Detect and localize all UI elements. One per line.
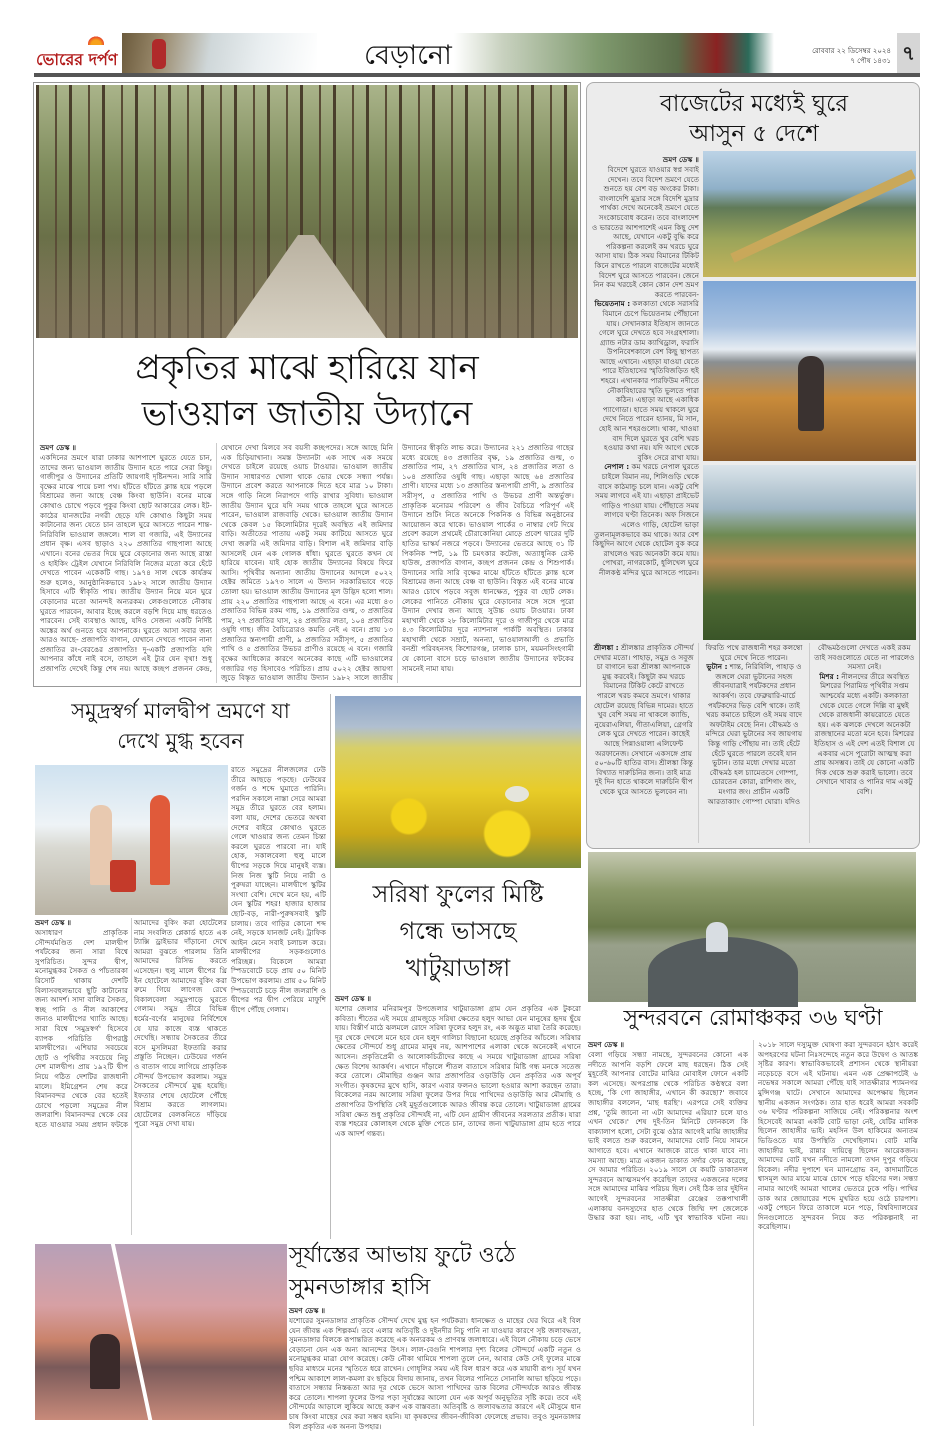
bather-figure	[152, 39, 166, 69]
budget-headline	[587, 89, 921, 149]
story-bhawal	[33, 82, 581, 687]
headline-line: গন্ধে ভাসছে	[399, 917, 517, 945]
date-gregorian: রোববার ২২ ডিসেম্বর ২০২৪	[812, 47, 891, 55]
mountain-traveler-photo	[703, 281, 916, 461]
byline: ভ্রমণ ডেস্ক ॥	[335, 994, 372, 1003]
country-subhead: মিশর :	[819, 671, 840, 681]
page-number-box	[897, 33, 920, 73]
sumondanga-headline	[289, 1240, 581, 1304]
bhawal-body	[40, 443, 574, 683]
segment-text: কম খরচে নেপাল ঘুরতে চাইলে বিমান নয়, শিলিগুড়ি থেকে বাসে কাঠমান্ডু চলে যান। একটু বেশি সময় লাগবে এই যা। এছাড়া প্রাইভেট গাড়িও পাওয়া যায়। পৌঁছাতে সময় লাগবে ঘণ্টা তিনেক। অফ সিজনে এলেও গাড়ি, হোটেল ভাড়া তুলনামূলকভাবে কম থাকে। আর বেশ কিছুদিন আগে থেকে হোটেল বুক করে রাখলেও খরচ অনেকটা কমে যায়। পোখরা, নাগরকোট, ধুলিখেল ঘুরে নীলকণ্ঠ মন্দির ঘুরে আসতে পারেন।	[592, 462, 699, 577]
mustard-headline	[335, 876, 581, 987]
country-subhead: ভুটান :	[706, 662, 728, 672]
column-rule	[330, 694, 331, 1239]
tourist-figure	[150, 795, 170, 885]
bhawal-headline	[34, 345, 580, 437]
segment-text: কলকাতা থেকে সরাসরি বিমানে চেপে ভিয়েতনাম পৌঁছানো যায়। সেখানকার ইতিহাস জানতে গেলে ঘুরে দেখতে হবে সংগ্রহশালা। গ্র্যান্ড নটার ডাম ক্যাথিড্রাল, ফরাসি উপনিবেশকালে বেশ কিছু স্থাপত্য আছে এখানে। এছাড়া যাওয়া যেতে পারে ইতিহাসের স্মৃতিবিজড়িত হুই শহরে। এখানকার পারফিউম নদীতে নৌকাবিহারের স্মৃতি ভুলতে পারা কঠিন। এছাড়া আছে একাধিক প্যাগোডা। হাতে সময় থাকলে ঘুরে দেখে নিতে পারেন হ্যানয়, মি সান, হোই আন শহরগুলো। থাকা, খাওয়া বাদ দিলে ঘুরতে খুব বেশি খরচ হওয়ার কথা নয়। যদি আগে থেকে বুকিং সেরে রাখা যায়।	[598, 299, 699, 462]
segment-text: নীলনদের তীরে অবস্থিত মিশরের পিরামিড পৃথিবীর সপ্তম আশ্চর্যের মধ্যে একটি। কলকাতা থেকে যেতে গেলে দিল্লি বা মুম্বই থেকে রাজধানী কায়রোতে যেতে হয়। এক ঝলকে দেখলে অনেকটা রাজস্থানের মতো মনে হবে। মিশরের ইতিহাস ও এই দেশ এতই বিশাল যে একবার এসে পুরোটা আত্মস্থ করা প্রায় অসম্ভব। তাই যে কোনো একটি দিক থেকে শুরু করাই ভালো। তবে সেখানে খাবার ও পানির দাম একটু বেশি।	[814, 671, 915, 796]
mustard-field-photo	[335, 696, 581, 868]
sundarban-headline: সুন্দরবনে রোমাঞ্চকর ৩৬ ঘণ্টা	[623, 1006, 883, 1031]
headline-line: সূর্যাস্তের আভায় ফুটে ওঠে	[289, 1243, 516, 1268]
body-paragraph: অসাধারণ প্রাকৃতিক সৌন্দর্যমণ্ডিত দেশ মালদ্বীপ পর্যটকের জন্য সারা বিশ্বে সুপরিচিত। সুন্দর দ্বীপ, মনোমুগ্ধকর সৈকত ও পাঁচতারকা রিসোর্ট থাকায় দেশটি বিলাসবহুলভাবে ছুটি কাটানোর জন্য আদর্শ। সাদা বালির সৈকত, স্বচ্ছ পানি ও নীল আকাশের জন্যও মালদ্বীপের খ্যাতি আছে। সারা বিশ্বে 'সমুদ্রস্বর্গ' হিসেবে ব্যাপক পরিচিতি দ্বীপরাষ্ট্র মালদ্বীপের। এশিয়ার সবচেয়ে ছোট ও পৃথিবীর সবচেয়ে নিচু দেশ মালদ্বীপ। প্রায় ১৯২টি দ্বীপ নিয়ে গঠিত দেশটির রাজধানী মালে। ইমিগ্রেশন শেষ করে বিমানবন্দর থেকে বের হতেই চোখে পড়লো সমুদ্রের নীল জলরাশি। বিমানবন্দর থেকে বের হতে যাওয়ার সময় প্রধান ফটকে আমাদের বুকিং করা হোটেলের নাম সংবলিত প্লেকার্ড হাতে এক ট্যাক্সি ড্রাইভার দাঁড়ানো দেখে আমরা বুঝতে পারলাম তিনি আমাদের রিসিভ করতে এসেছেন। হুলু মালে দ্বীপের থ্রি ইন হোটেলে আমাদের বুকিং করা রুমে গিয়ে লাগেজ রেখে বিকালবেলা সমুদ্রপাড়ে ঘুরতে গেলাম। সমুদ্র তীরে বিভিন্ন ধর্মের-বর্ণের মানুষের নির্বিশেষে যে যার কাজে ব্যস্ত থাকতে দেখেছি। সন্ধ্যায় সৈকতের তীরে বসে মুসলিমরা ইফতারি করার প্রস্তুতি নিচ্ছেন। ঢেউয়ের গর্জন ও বাতাস গায়ে লাগিয়ে প্রাকৃতিক সৌন্দর্য উপভোগ করলাম। সমুদ্র সৈকতের সৌন্দর্যে মুগ্ধ হয়েছি। ইফতার শেষে হোটেলে পৌঁছে বিশ্রাম করতে লাগলাম। হোটেলের বেলকনিতে দাঁড়িয়ে পুরো সমুদ্র দেখা যায়।	[35, 918, 227, 1129]
masthead	[34, 33, 920, 77]
headline-line: দেখে মুগ্ধ হবেন	[117, 729, 244, 753]
byline: ভ্রমণ ডেস্ক ॥	[35, 918, 72, 927]
budget-segment	[592, 462, 699, 577]
date-box	[779, 33, 897, 73]
story-budget	[586, 82, 920, 849]
sundarban-boat-photo	[588, 852, 916, 1002]
maldives-tourists-photo	[35, 765, 228, 915]
tourist-figure	[90, 805, 112, 885]
country-subhead: ভিয়েতনাম :	[594, 299, 631, 309]
header-banner-photo-left	[122, 33, 317, 73]
headline-line: সরিষা ফুলের মিষ্টি	[372, 880, 544, 908]
person-arms-open	[90, 1334, 120, 1389]
maldives-headline	[33, 696, 328, 756]
traveler-figure	[798, 356, 824, 431]
header-rule	[34, 73, 920, 77]
headline-line: আসুন ৫ দেশে	[689, 121, 819, 147]
segment-text: শ্রীলঙ্কার প্রাকৃতিক সৌন্দর্য দেখার মতো। পাহাড়, সমুদ্র ও সবুজ চা বাগানে ভরা শ্রীলঙ্কা আপনাকে মুগ্ধ করবেই। কিছুটা কম খরচে বিমানের টিকিট কেটে রাখতে পারলে খরচ কমবে ভ্রমণে। থাকার হোটেল রয়েছে বিভিন্ন দামের। হাতে খুব বেশি সময় না থাকলে ক্যান্ডি, নুয়েরাএলিয়া, গীতাএলিয়া, গ্রেগরি লেক ঘুরে দেখতে পারেন। কাছেই আছে পিন্নাওয়ালা এলিফেন্ট অরফানেজ। সেখানে একসঙ্গে প্রায় ৫০-৬০টি হাতির বাস। শ্রীলঙ্কা কিন্তু বিখ্যাত দারুচিনির জন্য। তাই মাত্র দুই দিন হাতে থাকলে দারুচিনি দ্বীপ থেকে ঘুরে আসতে ভুলবেন না। ফিরতি পথে রাজধানী শহর কলম্বো ঘুরে দেখে নিতে পারেন।	[593, 643, 803, 796]
header-banner-photo-right	[454, 33, 774, 73]
segment-text: বিদেশে ঘুরতে যাওয়ার স্বপ্ন সবাই দেখেন। তবে বিদেশ ভ্রমণে যেতে শুনতে হয় বেশ বড় অংকের টাকা। বাংলাদেশি মুদ্রার সঙ্গে বিদেশি মুদ্রার পার্থক্য দেখে অনেকেই ভ্রমণে যেতে সংকোচবোধ করেন। তবে বাংলাদেশ ও ভারতের আশপাশেই এমন কিছু দেশ আছে, যেখানে একটু বুদ্ধি করে পরিকল্পনা করলেই কম খরচে ঘুরে আসা যায়। ঠিক সময় বিমানের টিকিট কিনে রাখতে পারলে বাজেটের মধ্যেই বিদেশ ঘুরে আসতে পারবেন। জেনে নিন কম খরচেই কোন কোন দেশ ভ্রমণ করতে পারবেন-	[592, 165, 699, 299]
sundarban-body	[588, 1040, 918, 1426]
seated-person	[706, 922, 728, 952]
suitcase	[110, 860, 136, 892]
maldives-side-column	[231, 765, 326, 1235]
story-maldives	[33, 694, 328, 1239]
body-paragraph: যশোর জেলার মনিরামপুর উপজেলার খাটুয়াডাঙ্গা গ্রাম যেন প্রকৃতির এক টুকরো কবিতা। শীতের এই সময়ে গ্রামজুড়ে সরিষা ক্ষেতের হলুদ আভা যেন মানুষের হৃদয় ছুঁয়ে যায়। বিস্তীর্ণ মাঠে ঝলমলে রোদে সরিষা ফুলের হলুদ রং, এক অদ্ভুত মায়া তৈরি করেছে। দূর থেকে দেখলে মনে হবে যেন হলুদ গালিচা বিছানো হয়েছে প্রকৃতির আঁচলে। সরিষার ক্ষেতের সৌন্দর্যে শুধু গ্রামের মানুষ নয়, আশপাশের এলাকা থেকে অনেকেই এখানে আসেন। প্রকৃতিপ্রেমী ও আলোকচিত্রীদের কাছে এ সময়ে খাটুয়াডাঙ্গা গ্রামের সরিষা ক্ষেত বিশেষ আকর্ষণ। এখানে দাঁড়ালে শীতল বাতাসে সরিষার মিষ্টি গন্ধ মনকে সতেজ করে তোলে। মৌমাছির গুঞ্জন আর প্রজাপতির ওড়াউড়ি যেন প্রকৃতির এক অপূর্ব সংগীত। কৃষকদের মুখে হাসি, কারণ এবার ফলনও ভালো হওয়ার আশা করছেন তারা। বিকেলের নরম আলোয় সরিষা ফুলের উপর দিয়ে পাখিদের ওড়াউড়ি আর মৌমাছি ও প্রজাপতির উপস্থিতি সেই মুহূর্তগুলোকে আরও জীবন্ত করে তোলে। খাটুয়াডাঙ্গা গ্রামের সরিষা ক্ষেত শুধু প্রকৃতির সৌন্দর্যই না, এটি যেন গ্রামীণ জীবনের সরলতার প্রতীক। যারা ব্যস্ত শহরের কোলাহল থেকে মুক্তি পেতে চান, তাদের জন্য খাটুয়াডাঙ্গা গ্রাম হতে পারে এক আদর্শ গন্তব্য।	[335, 1004, 581, 1138]
page-number: ৭	[901, 41, 915, 65]
budget-segment	[592, 299, 699, 462]
rock-fortress-photo	[703, 465, 916, 640]
bridge	[730, 169, 915, 263]
forest-road	[226, 235, 386, 338]
headline-line: খাটুয়াডাঙ্গা	[405, 954, 511, 982]
headline-line: ভাওয়াল জাতীয় উদ্যানে	[141, 394, 473, 434]
mustard-body	[335, 994, 581, 1234]
divider-stripe	[111, 1244, 153, 1420]
headline-line: বাজেটের মধ্যেই ঘুরে	[660, 91, 848, 117]
section-title: বেড়ানো	[364, 40, 452, 71]
budget-lead-column	[592, 155, 699, 640]
story-mustard	[335, 694, 581, 1239]
byline: ভ্রমণ ডেস্ক ॥	[40, 443, 77, 452]
budget-bottom-columns	[593, 643, 915, 843]
headline-line: সমুদ্রস্বর্গ মালদ্বীপ ভ্রমণে যা	[71, 699, 290, 723]
body-paragraph: একদিনের ভ্রমণে যারা ঢাকার আশপাশে ঘুরতে যেতে চান, তাদের জন্য ভাওয়াল জাতীয় উদ্যান হতে পারে সেরা কিছু। গাজীপুর ও উদ্যানের প্রতিটি জায়গাই দৃষ্টিনন্দন। সারি সারি বৃক্ষের মাঝে পায়ে চলা পথ। হাঁটতে হাঁটতে ক্লান্ত হয়ে পড়লে বিশ্রামের জন্য আছে বেঞ্চ কিংবা ছাউনি। বনের মাঝে কোথাও চোখে পড়বে পুকুর কিংবা ছোট আকারের লেক। ইট-কাঠের যানজটের নগরী ছেড়ে যদি কোথাও কিছুটা সময় কাটানোর জন্য যেতে চান তাহলে ঘুরে আসতে পারেন শান্ত-নিরিবিলি ভাওয়াল জঙ্গলে। শাল বা গজারি, এই উদ্যানের প্রধান বৃক্ষ। এসব ছাড়াও ২২০ প্রজাতির গাছপালা আছে এখানে। বনের ভেতর দিয়ে ঘুরে বেড়ানোর জন্য আছে রাস্তা ও হাইকিং ট্রেইল যেখানে নিরিবিলি নিজের মতো করে হেঁটে দেখতে পাবেন একেকটি গাছ। ১৯৭৪ সাল থেকে কার্যক্রম শুরু হলেও, আনুষ্ঠানিকভাবে ১৯৮২ সালে জাতীয় উদ্যান হিসাবে এটি স্বীকৃতি পায়। জাতীয় উদ্যান নিয়ে মনে ঘুরে বেড়ানোর মতো আনন্দই অন্যরকম। লেকগুলোতে নৌকায় ঘুরতে পারবেন, আবার ইচ্ছে করলে বড়শি দিয়ে মাছ ধরতেও পারবেন। সেই ব্যবস্থাও আছে, যদিও সেজন্য একটি নির্দিষ্ট অঙ্কের অর্থ গুনতে হবে আপনাকে। ঘুরতে আসা সবার জন্য আরও আছে- প্রজাপতি বাগান, যেখানে দেখতে পাবেন নানা প্রজাতির রং-বেরঙের প্রজাপতি! দু-একটি প্রজাপতি যদি আপনার কাঁধে নাই বসে, তাহলে এই ট্যুর যেন বৃথা! শুধু প্রজাপতি দেখেই কিন্তু শেষ নয়। আছে কচ্ছপ প্রজনন কেন্দ্র, যেখানে দেখা মিলবে সব বয়সী কচ্ছপদের। সঙ্গে আছে মিনি এক চিড়িয়াখানা। সমস্ত উদ্যানটা এক সাথে এক সময়ে দেখতে চাইলে রয়েছে ওয়াচ টাওয়ার। ভাওয়াল জাতীয় উদ্যান সাধারণত খোলা থাকে ভোর থেকে সন্ধ্যা পর্যন্ত। উদ্যানে প্রবেশ করতে আপনাকে দিতে হবে মাত্র ১০ টাকা। সঙ্গে গাড়ি নিলে নিরাপদে গাড়ি রাখার সুবিধা। ভাওয়াল জাতীয় উদ্যান ঘুরে যদি সময় থাকে তাহলে ঘুরে আসতে পারেন, ভাওয়াল রাজবাড়ি থেকে। ভাওয়াল জাতীয় উদ্যান থেকে কেবল ১৫ কিলোমিটার দূরেই অবস্থিত এই জমিদার বাড়ি। অতীতের পাতায় একটু সময় কাটিয়ে আসতে ঘুরে দেখা জরুরি এই জমিদার বাড়ি। বিশাল এই জমিদার বাড়ি আসলেই যেন এক গোলক ধাঁধা। ঘুরতে ঘুরতে কখন যে হারিয়ে যাবেন। যাই হোক জাতীয় উদ্যানের বিষয়ে ফিরে আসি। পৃথিবীর অন্যান্য জাতীয় উদ্যানের আদলে ৫০২২ হেক্টর জমিতে ১৯৭৩ সালে এ উদ্যান সরকারিভাবে গড়ে তোলা হয়। ভাওয়াল জাতীয় উদ্যানের মূল উদ্ভিদ হলো শাল। প্রায় ২২০ প্রজাতির গাছপালা আছে এ বনে। এর মধ্যে ৪৩ প্রজাতির বিভিন্ন রকম গাছ, ১৯ প্রজাতির গুল্ম, ৩ প্রজাতির পাম, ২৭ প্রজাতির ঘাস, ২৪ প্রজাতির লতা, ১০৪ প্রজাতির ওষুধি গাছ। জীব বৈচিত্র্যেরও কমতি নেই এ বনে। প্রায় ১৩ প্রজাতির স্তন্যপায়ী প্রাণী, ৯ প্রজাতির সরীসৃপ, ৫ প্রজাতির পাখি ও ৫ প্রজাতির উভচর প্রাণীও রয়েছে এ বনে। গজারি বৃক্ষের আধিক্যের কারণে অনেকের কাছে এটি ভাওয়ালের গজারির গড় হিসাবেও পরিচিত। প্রায় ৫০২২ হেক্টর জায়গা জুড়ে বিস্তৃত ভাওয়াল জাতীয় উদ্যান ১৯৮২ সালে জাতীয় উদ্যানের স্বীকৃতি লাভ করে। উদ্যানের ২২১ প্রজাতির গাছের মধ্যে রয়েছে ৪৩ প্রজাতির বৃক্ষ, ১৯ প্রজাতির গুল্ম, ৩ প্রজাতির পাম, ২৭ প্রজাতির ঘাস, ২৪ প্রজাতির লতা ও ১০৪ প্রজাতির ওষুধি গাছ। এছাড়া আছে ৬৪ প্রজাতির প্রাণী। যাদের মধ্যে ১৩ প্রজাতির স্তন্যপায়ী প্রাণী, ৯ প্রজাতির সরীসৃপ, ৫ প্রজাতির পাখি ও উভচর প্রাণী অন্তর্ভুক্ত। প্রাকৃতিক মনোরম পরিবেশ ও জীব বৈচিত্রে পরিপূর্ণ এই উদ্যানে শুটিং নিতে অনেকে পিকনিক ও বিভিন্ন অনুষ্ঠানের আয়োজন করে থাকে। ভাওয়াল পার্কের ৩ নাম্বার গেট দিয়ে প্রবেশ করলে প্রথমেই চৌরাকোনিয়া মোড়ে প্রবেশ দ্বারের দুটি হাতির ভাস্কর্য নজরে পড়বে। উদ্যানের ভেতরে আছে ৩১ টি পিকনিক স্পট, ১৯ টি চমৎকার কটেজ, অত্যাধুনিক রেস্ট হাউজ, প্রজাপতি বাগান, কচ্ছপ প্রজনন কেন্দ্র ও শিশুপার্ক। উদ্যানের সারি সারি বৃক্ষের মাঝে হাঁটতে হাঁটতে ক্লান্ত হলে বিশ্রামের জন্য আছে বেঞ্চ বা ছাউনি। বিস্তৃত এই বনের মাঝে আরও চোখে পড়বে সবুজ ধানক্ষেত, পুকুর বা ছোট লেক। লেকের পানিতে নৌকায় ঘুরে বেড়ানোর সঙ্গে সঙ্গে পুরো উদ্যান দেখার জন্য আছে সুউচ্চ ওয়াচ টাওয়ার। ঢাকা মহাখালী থেকে ২৮ কিলোমিটার দূরে ও গাজীপুর থেকে মাত্র ৪.৩ কিলোমিটার দূরে ন্যাশনাল পার্কটি অবস্থিত। ঢাকার মহাখালী থেকে সম্রাট, অনন্যা, ভাওয়ালআলী ও প্রভাতি বনশ্রী পরিবহনসহ কিশোরগঞ্জ, ঢালাক চাস, ময়মনসিংহগামী যে কোনো বাসে চড়ে ভাওয়াল জাতীয় উদ্যানের ফটকের সামনেই নামা যায়।	[40, 443, 574, 683]
body-paragraph: বেলা গড়িয়ে সন্ধ্যা নামছে, সুন্দরবনের কোনো এক নদীতে আপনি বড়শি ফেলে মাছ ধরছেন। ঠিক সেই মুহূর্তেই আপনার বোটের মাঝির মোবাইল ফোনে একটি কল এসেছে। অপরপ্রান্ত থেকে পরিচিত কণ্ঠস্বরে বলা হচ্ছে, 'কি গো জাহাঙ্গীর, এখানে কী করছো?' জবাবে জাহাঙ্গীর বললেন, 'মাছ ধরছি'। এরপরে সেই ব্যক্তির প্রশ্ন, 'তুমি জানো না এটা আমাদের এরিয়া? চলে যাও এখন থেকে।' শেষ দুই-তিন মিনিটে ফোনকলে কি বাক্যালাপ হলো, সেটা বুঝে ওঠার আগেই মাঝি জাহাঙ্গীর ভাই বলতে শুরু করলেন, আমাদের বোট নিয়ে সামনে আগাতে হবে। এখানে আজকে রাতে থাকা যাবে না। সমস্যা আছে। মাত্র একজন ডাকাত সর্দার ফোন করেছে, সে আমার পরিচিত। ২০১৯ সালে যে কয়টি ডাকাতদল সুন্দরবনে আত্মসমর্পণ করেছিল তাদের একজনের দলের সঙ্গে আমাদের মাঝির পরিচয় ছিল। সেই ঠিক তার দুইদিন আগেই সুন্দরবনের সাতক্ষীরা রেঞ্জের তক্কপাখালী এলাকায় বনদস্যুদের হাত থেকে জিম্মি দশ জেলেকে উদ্ধার করা হয়। নাহ, এটি খুব স্বাভাবিক ঘটনা নয়। ২০১৮ সালে দস্যুমুক্ত ঘোষণা করা সুন্দরবনে হঠাৎ করেই অপহরণের ঘটনা নিঃসন্দেহে নতুন করে উদ্বেগ ও আতঙ্ক সৃষ্টির কারণ। স্বাভাবিকভাবেই প্রশাসন থেকে স্থানীয়রা নড়েচড়ে বসে এই ঘটনায়। এমন এক প্রেক্ষাপটেই ৬ নভেম্বর সকালে আমরা পৌঁছে যাই সাতক্ষীরার শ্যামনগর মুন্সিগঞ্জ ঘাটে। সেখানে আমাদের অপেক্ষায় ছিলেন স্থানীয় একজন সংগঠক। তার হাত ধরেই আমরা সবকটি ৩৬ ঘণ্টার পরিকল্পনা সাজিয়ে নেই। পরিকল্পনার অংশ হিসেবেই আমরা একটি বোট ভাড়া নেই, যেটির মালিক ছিলেন জাহাঙ্গীর ভাই। মহসিন উল হাকিমের অন্যতম ভিডিওতে যার উপস্থিতি দেখেছিলাম। বোট মাঝি জাহাঙ্গীর ভাই, রান্নার দায়িত্বে ছিলেন আরেকজন। আমাদের বোট যখন নদীতে নামলো তখন দুপুর গড়িয়ে বিকেল। নদীর দুপাশে ঘন ম্যানগ্রোভ বন, কাদামাটিতে শ্বাসমূল আর মাঝে মাঝে চোখে পড়ে হরিণের দল। সন্ধ্যা নামার আগেই আমরা খালের ভেতরে ঢুকে পড়ি। পাখির ডাক আর জোয়ারের শব্দে মুখরিত হয়ে ওঠে চারপাশ। একটু পেছনে ফিরে তাকালে মনে পড়ে, বিশ্ববিদ্যালয়ের দিনগুলোতে সুন্দরবন নিয়ে কত পরিকল্পনাই না করেছিলাম।	[588, 1040, 918, 1232]
sun-logo-icon	[88, 36, 104, 45]
forest-road-photo	[36, 85, 578, 338]
newspaper-logo[interactable]	[34, 33, 122, 73]
story-sundarban	[586, 852, 920, 1432]
byline: ভ্রমণ ডেস্ক ॥	[662, 155, 699, 164]
budget-segment	[592, 165, 699, 299]
date-bengali: ৭ পৌষ ১৪৩১	[850, 57, 891, 65]
butterfly-icon	[505, 786, 529, 802]
logo-text: ভোরের দর্পণ	[36, 50, 118, 69]
sumondanga-body	[289, 1306, 581, 1431]
byline: ভ্রমণ ডেস্ক ॥	[289, 1306, 326, 1315]
golden-bridge-photo	[703, 151, 916, 277]
byline: ভ্রমণ ডেস্ক ॥	[588, 1040, 625, 1049]
country-subhead: শ্রীলঙ্কা :	[593, 643, 619, 652]
sunset-traveler-photo	[35, 1244, 287, 1420]
segment-text: শান্ত, নিরিবিলি, পাহাড় ও জঙ্গলে ঘেরা ভুটানের সহজ জীবনযাত্রাই পর্যটকদের প্রধান আকর্ষণ। তবে ফেব্রুয়ারি-মার্চে পর্যটকদের ভিড় বেশি থাকে। তাই খরচ কমাতে চাইলে ওই সময় বাদে অফটাইম বেছে নিন। বৌদ্ধমঠ ও মন্দিরে ঘেরা ভুটানের সব জায়গায় কিন্তু গাড়ি পৌঁছায় না। তাই হেঁটে হেঁটে ঘুরতে পারলে তবেই যান ভুটান। তার মধ্যে দেখার মতো বৌদ্ধমঠ হল চ্যামেতসে গোম্পা, চোরতেন কোরা, রাশিগাং জং, মংগার জং। প্রাচীন একটি আরতাক্যাং গোম্পা ঘোরা। যদিও বৌদ্ধমঠগুলো দেখতে একই রকম তাই সবগুলোতে যেতে না পারলেও সমস্যা নেই।	[705, 643, 915, 806]
story-sumondanga	[33, 1240, 583, 1430]
budget-segment	[814, 672, 915, 797]
body-paragraph: রাতে সমুদ্রের নীলজলের ঢেউ তীরে আছড়ে পড়ছে। ঢেউয়ের গর্জন ও শব্দে ঘুমাতে পারিনি। পরদিন সকালে নাস্তা সেরে আমরা সমুদ্র তীরে ঘুরতে বের হলাম। বলা যায়, দেশের ভেতরে অথবা দেশের বাইরে কোথাও ঘুরতে গেলে খাওয়ার জন্য তেমন চিন্তা করলে ঘুরতে পারবো না। যাই হোক, সকালবেলা হুলু মালে দ্বীপের সড়কে দিয়ে মানুষই ব্যস্ত। নিজ নিজ স্কুটি নিয়ে নারী ও পুরুষরা যাচ্ছেন। মালদ্বীপে স্কুটির সংখ্যা বেশি। দেখে মনে হয়, এটি যেন স্কুটির শহর! হাজার হাজার ছোট-বড়, নারী-পুরুষসবাই স্কুটি চালায়। তবে গাড়ির কোনো শব্দ নেই, সড়কে যানজট নেই। ট্রাফিক আইন মেনে সবাই চলাচল করে। মালদ্বীপের সড়কগুলোও পরিচ্ছন্ন। বিকেলে আমরা স্পিডবোটে চড়ে প্রায় ৫০ মিনিট উপভোগ করলাম। প্রায় ৫০ মিনিট স্পিডবোটে চড়ে নীল জলরাশি ও দ্বীপের পর দ্বীপ পেরিয়ে মাফুশি দ্বীপে পৌঁছে গেলাম।	[231, 765, 326, 1014]
headline-line: প্রকৃতির মাঝে হারিয়ে যান	[135, 348, 479, 388]
headline-line: সুমনডাঙ্গার হাসি	[289, 1275, 431, 1300]
body-paragraph: যশোরের সুমনডাঙ্গার প্রাকৃতিক সৌন্দর্য দেখে মুগ্ধ হন পর্যটকরা। ধানক্ষেত ও মাছের ঘের ঘিরে এই বিল যেন জীবন্ত এক শিল্পকর্ম। তবে এলার অতিবৃষ্টি ও দুইনদীর নিচু পানি না যাওয়ার কারণে সৃষ্ট জলাবদ্ধতা, সুমনডাঙ্গার বিলকে রূপান্তরিত করেছে এক অন্যরকম ও প্রাণবন্ত জলাধারে। এই বিলে নৌকায় চড়ে ভেসে বেড়ানো যেন এক অন্য আনন্দের উৎস। লাল-বেগুনি শাপলার দৃশ্য বিলের সৌন্দর্যে একটি নতুন ও মনোমুগ্ধকর মাত্রা যোগ করেছে। কেউ নৌকা থামিয়ে শাপলা তুলে নেন, আবার কেউ সেই ফুলের মাঝে ছবির মাধ্যমে মনের স্মৃতিতে ধরে রাখেন। গোধূলির সময় এই বিল ধারণ করে এক মায়াবী রূপ। সূর্য যখন পশ্চিম আকাশে লাল-কমলা রং ছড়িয়ে বিদায় জানায়, তখন বিলের পানিতে সোনালি আভা ছড়িয়ে পড়ে। বাতাসে সন্ধ্যার নিস্তব্ধতা আর দূর থেকে ভেসে আসা পাখিদের ডাক বিলের সৌন্দর্যকে আরও জীবন্ত করে তোলে। শাপলা ফুলের উপর পড়া সূর্যাস্তের আলো যেন এক অপূর্ব অনুভূতির সৃষ্টি করে। তবে এই সৌন্দর্যের আড়ালে লুকিয়ে আছে করুণ এক বাস্তবতা। অতিবৃষ্টি ও জলাবদ্ধতার কারণে এই মৌসুমে ধান চাষ কিংবা মাছের ঘের করা সম্ভব হয়নি। যা কৃষকদের জীবন-জীবিকা ফেলেছে প্রভাব। তবুও সুমনডাঙ্গার বিল প্রকৃতির এক অনন্য উপহার।	[289, 1316, 581, 1431]
country-subhead: নেপাল :	[604, 462, 630, 472]
maldives-body	[35, 918, 227, 1235]
